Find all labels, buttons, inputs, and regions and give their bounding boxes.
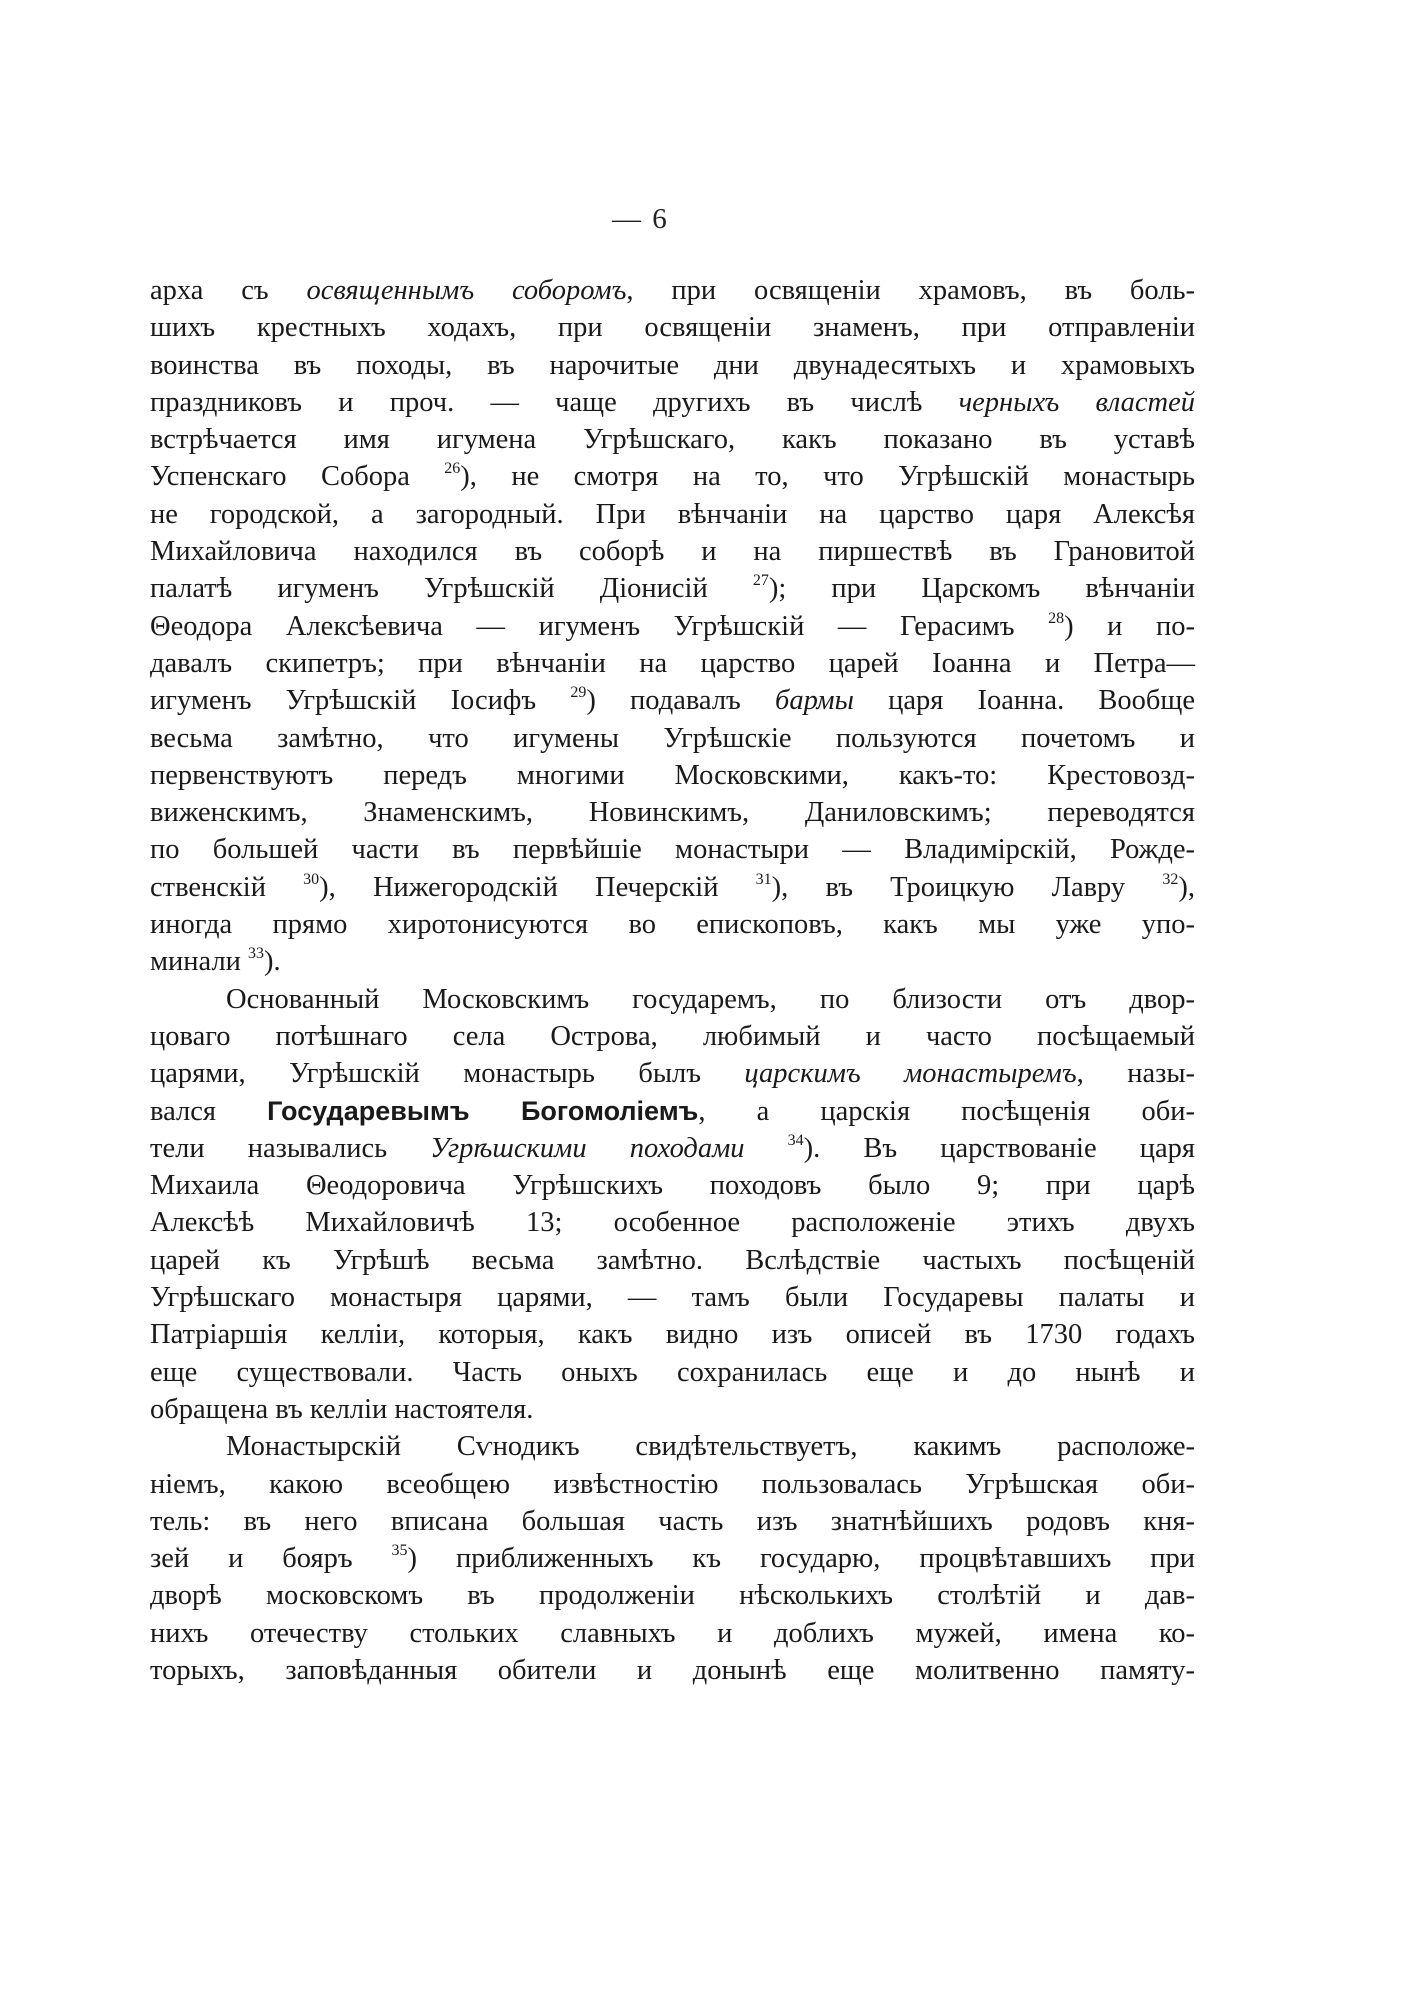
line-text: дворѣ московскомъ въ продолженіи нѣсколькихъ столѣтій и дав- [150,1580,1195,1612]
line-text: Основанный Московскимъ государемъ, по близости отъ двор- [226,983,1195,1015]
text-line [150,1354,1195,1391]
line-text: арха съ [150,275,307,306]
line-text: палатѣ игуменъ Угрѣшскій Діонисій [150,573,753,605]
line-text: минали [150,946,249,978]
text-line [150,1018,1195,1055]
line-text: Угрѣшскаго монастыря царями, — тамъ были Государевы палаты и [150,1282,1195,1314]
line-text: Михайловича находился въ соборѣ и на пиршествѣ въ Грановитой [150,536,1195,568]
line-text: тели назывались [150,1132,431,1164]
italic-text: бармы [774,685,854,717]
footnote-ref: 29 [570,684,587,702]
text-line [150,1130,1195,1167]
line-text: зей и бояръ [150,1543,392,1575]
line-text: торыхъ, заповѣданныя обители и донынѣ еще молитвенно памяту- [150,1654,1195,1686]
text-line [150,1167,1195,1204]
text-line [150,1577,1195,1614]
footnote-ref: 31 [755,870,772,888]
text-line [150,757,1195,794]
line-text: воинства въ походы, въ нарочитые дни двунадесятыхъ и храмовыхъ [150,349,1195,381]
line-text: Михаила Θеодоровича Угрѣшскихъ походовъ было 9; при царѣ [150,1170,1195,1202]
page-number: — 6 [612,203,669,235]
line-text: игуменъ Угрѣшскій Іосифъ [150,685,571,717]
text-line [150,1055,1195,1092]
line-text: весьма замѣтно, что игумены Угрѣшскіе пользуются почетомъ и [150,722,1195,754]
text-line [150,1279,1195,1316]
text-line [150,1204,1195,1241]
text-line [150,1316,1195,1353]
line-text: шихъ крестныхъ ходахъ, при освященіи знаменъ, при отправленіи [150,312,1195,344]
text-line [150,645,1195,682]
text-line [150,906,1195,943]
body-text [150,272,1195,1689]
text-line [150,272,1195,309]
line-text: , а царскія посѣщенія оби- [698,1095,1195,1127]
line-text: ), Нижегородскій Печерскій [319,871,756,903]
footnote-ref: 32 [1162,870,1179,888]
line-text: по большей части въ первѣйшіе монастыри — Владимірскій, Рожде- [150,834,1195,866]
text-line [150,309,1195,346]
text-line [150,458,1195,495]
text-line [150,1466,1195,1503]
text-line [150,1093,1195,1130]
footnote-ref: 27 [752,572,769,590]
line-text: первенствуютъ передъ многими Московскими, какъ-то: Крестовозд- [150,759,1195,791]
line-text: ). [264,946,281,978]
line-text: ). Въ царствованіе царя [803,1132,1195,1164]
line-text: цоваго потѣшнаго села Острова, любимый и часто посѣщаемый [150,1020,1195,1052]
line-text: тель: въ него вписана большая часть изъ знатнѣйшихъ родовъ кня- [150,1505,1195,1537]
text-line [150,1540,1195,1577]
text-line [150,943,1195,980]
line-text: ) и по- [1064,610,1195,642]
line-text: Алексѣѣ Михайловичѣ 13; особенное расположеніе этихъ двухъ [150,1207,1195,1239]
line-text: вался [150,1095,268,1127]
footnote-ref: 26 [444,460,461,478]
line-text: Патріаршія келліи, которыя, какъ видно изъ описей въ 1730 годахъ [150,1319,1195,1351]
footnote-ref: 34 [787,1131,804,1149]
line-text: Θеодора Алексѣевича — игуменъ Угрѣшскій — Герасимъ [150,610,1049,642]
italic-text: черныхъ властей [958,386,1195,418]
text-line [150,533,1195,570]
line-text: праздниковъ и проч. — чаще другихъ въ числѣ [150,386,959,418]
italic-text: Угрѣшскими походами [430,1132,745,1164]
text-line [150,421,1195,458]
line-text: иногда прямо хиротонисуются во епископовъ, какъ мы уже упо- [150,909,1195,941]
text-line [150,1242,1195,1279]
line-text: не городской, а загородный. При вѣнчаніи на царство царя Алексѣя [150,498,1195,530]
line-text: ); при Царскомъ вѣнчаніи [768,573,1196,605]
line-text: встрѣчается имя игумена Угрѣшскаго, какъ показано въ уставѣ [150,424,1195,456]
line-text: ніемъ, какою всеобщею извѣстностію пользовалась Угрѣшская оби- [150,1468,1195,1500]
line-text: еще существовали. Часть оныхъ сохранилась еще и до нынѣ и [150,1356,1195,1388]
line-text: обращена въ келліи настоятеля. [150,1393,534,1425]
text-line [150,682,1195,719]
text-line [150,384,1195,421]
text-line [150,1391,1195,1428]
line-text: Успенскаго Собора [150,461,445,493]
line-text: ), не смотря на то, что Угрѣшскій монастырь [460,461,1195,493]
text-line [150,794,1195,831]
footnote-ref: 30 [303,870,320,888]
text-line [150,570,1195,607]
line-text: ), [1178,871,1195,903]
line-text: , при освященіи храмовъ, въ боль- [626,275,1195,306]
line-text: нихъ отечеству стольких славныхъ и доблихъ мужей, имена ко- [150,1617,1195,1649]
italic-text: царскимъ монастыремъ [744,1058,1077,1090]
text-line [150,496,1195,533]
text-line [150,1428,1195,1465]
line-text: ственскій [150,871,304,903]
text-line [150,608,1195,645]
line-text: давалъ скипетръ; при вѣнчаніи на царство царей Іоанна и Петра— [150,647,1195,679]
line-text: царями, Угрѣшскій монастырь былъ [150,1058,745,1090]
text-line [150,869,1195,906]
line-text: , назы- [1076,1058,1195,1090]
line-text: ), въ Троицкую Лавру [771,871,1163,903]
text-line [150,981,1195,1018]
line-text: ) подавалъ [586,685,775,717]
line-text: царей къ Угрѣшѣ весьма замѣтно. Вслѣдствіе частыхъ посѣщеній [150,1244,1195,1276]
footnote-ref: 33 [248,945,265,963]
text-line [150,720,1195,757]
line-text: Монастырскій Сѵнодикъ свидѣтельствуетъ, какимъ расположе- [226,1431,1195,1463]
text-line [150,1503,1195,1540]
line-text: виженскимъ, Знаменскимъ, Новинскимъ, Даниловскимъ; переводятся [150,797,1195,829]
text-line [150,1615,1195,1652]
bold-text: Государевымъ Богомоліемъ [267,1095,699,1126]
italic-text: освященнымъ соборомъ [306,275,627,306]
text-line [150,831,1195,868]
line-text: ) приближенныхъ къ государю, процвѣтавшихъ при [407,1543,1196,1575]
text-line [150,1652,1195,1689]
line-text: царя Іоанна. Вообще [853,685,1195,717]
footnote-ref: 28 [1048,609,1065,627]
text-line [150,347,1195,384]
footnote-ref: 35 [391,1542,408,1560]
line-text [745,1133,788,1164]
